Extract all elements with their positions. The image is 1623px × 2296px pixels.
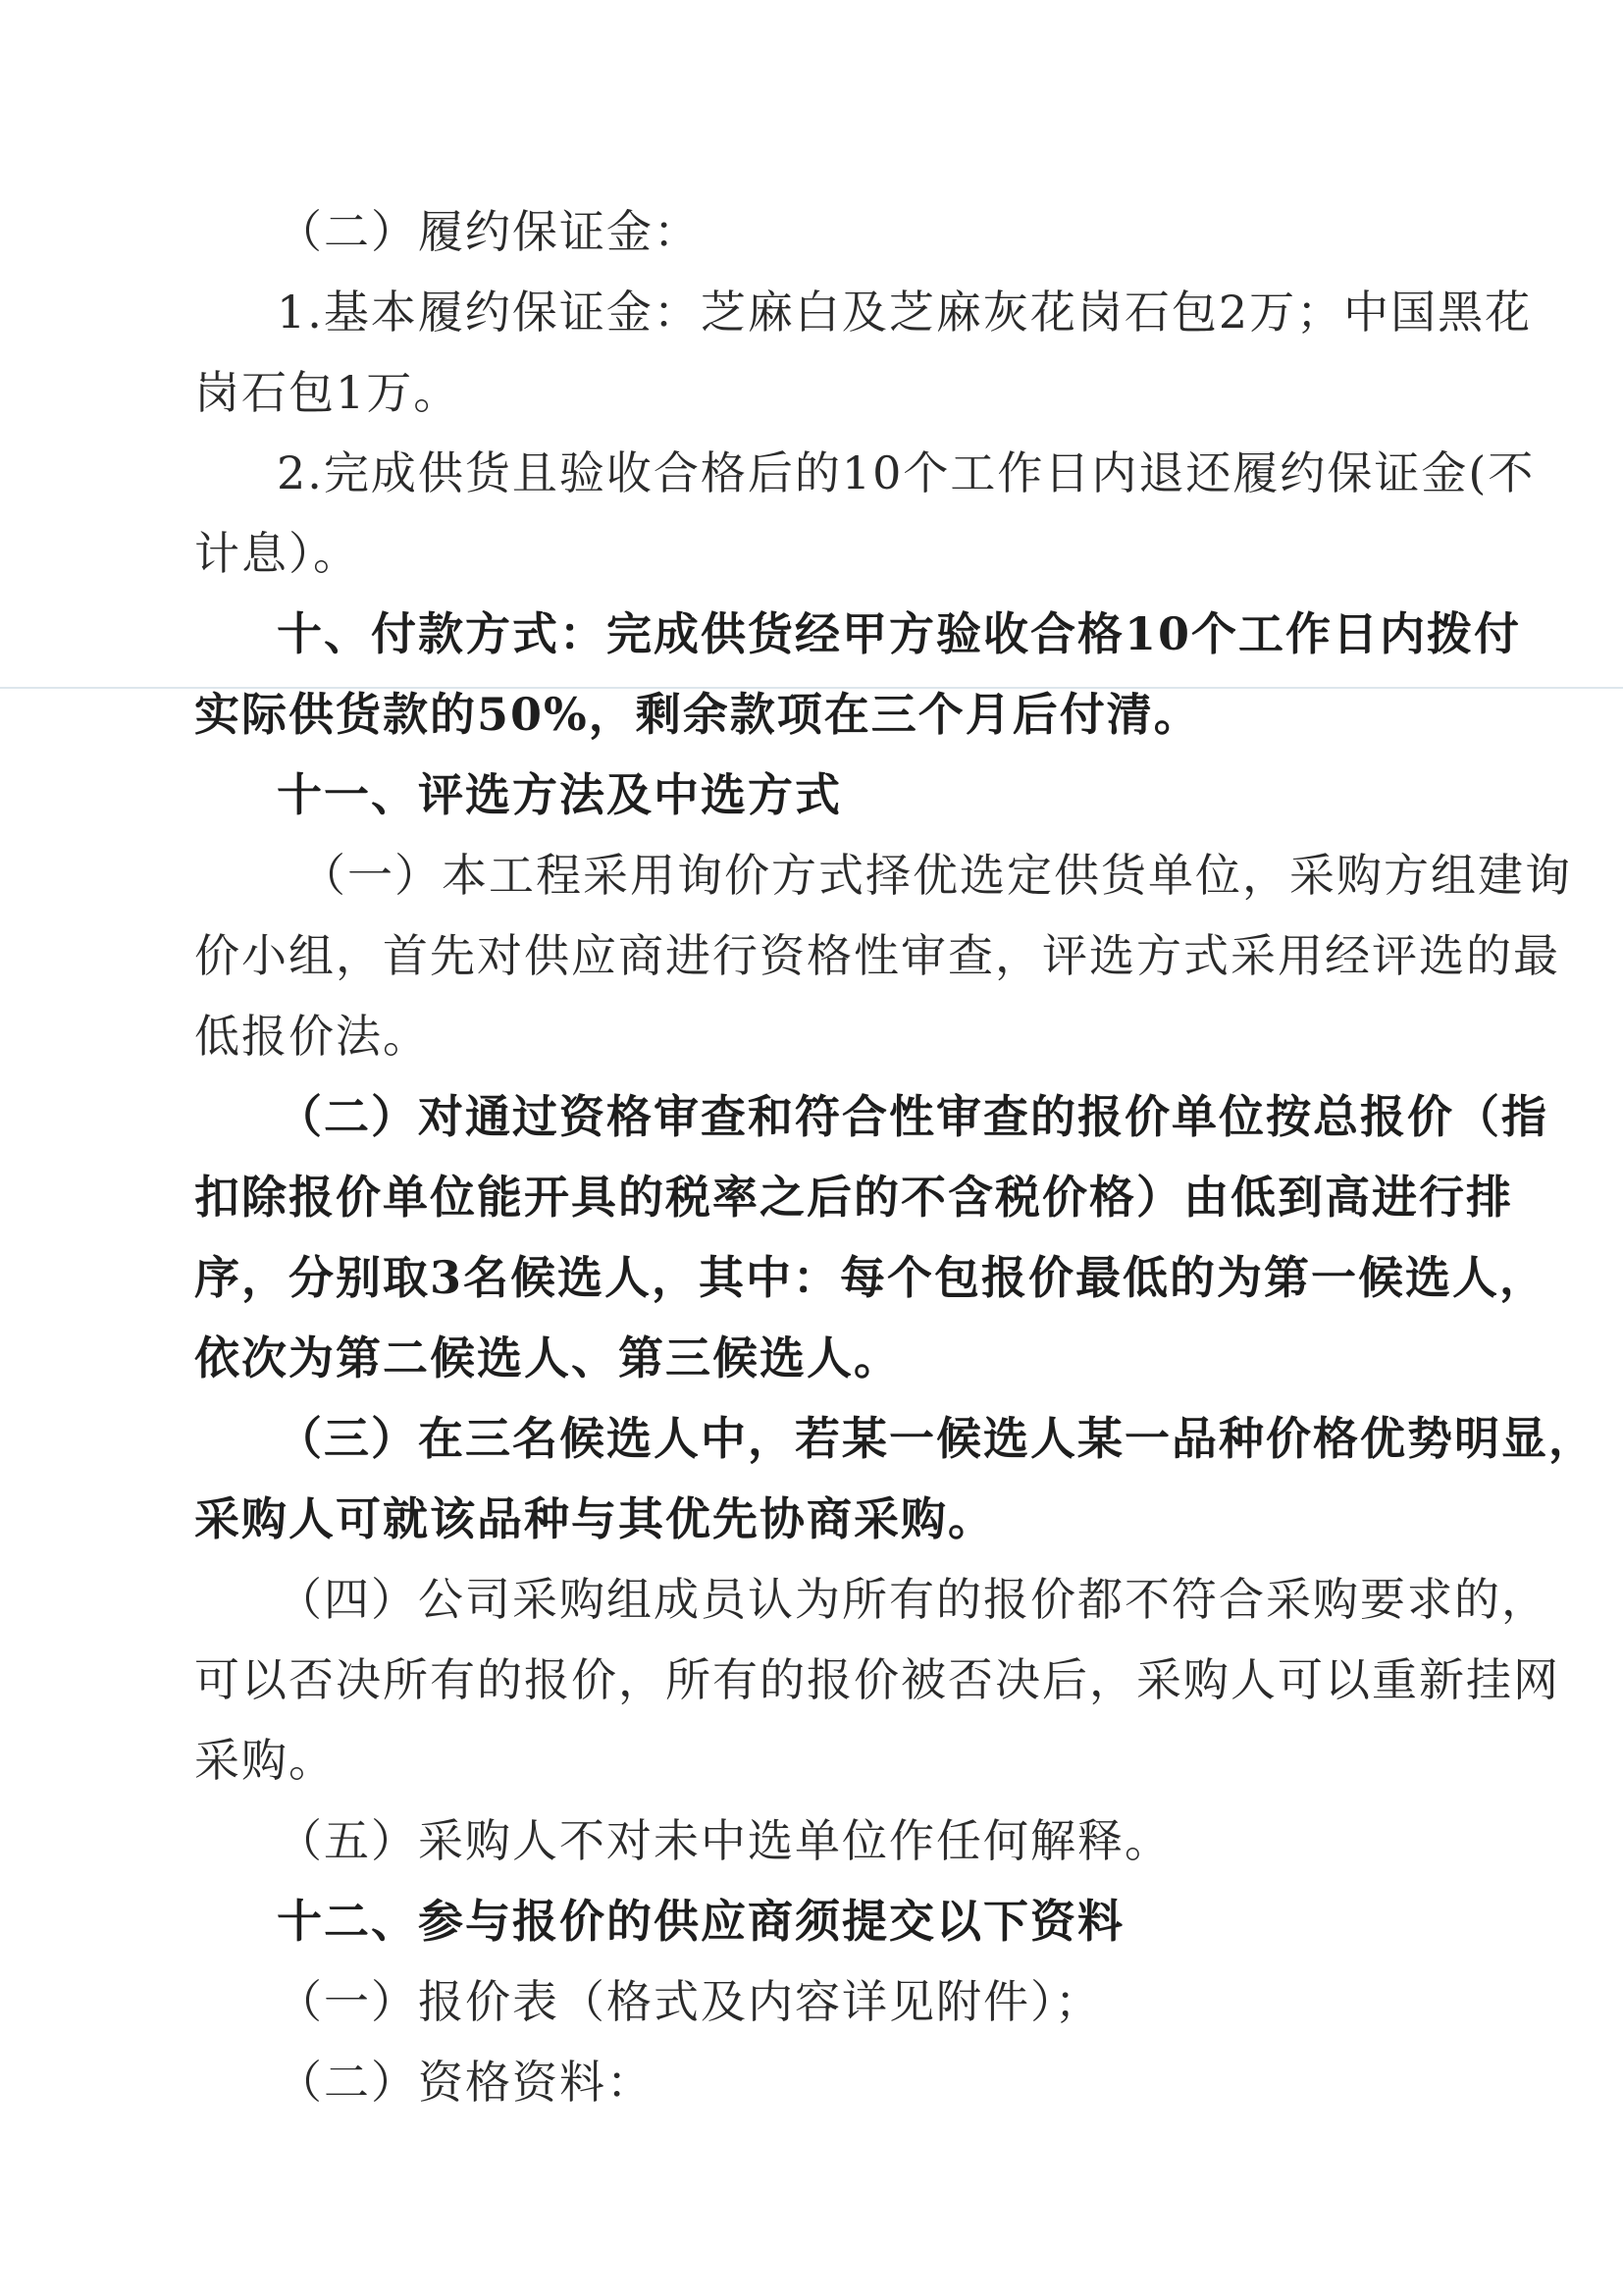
section-payment-heading: 十、付款方式：完成供货经甲方验收合格10个工作日内拨付 [277, 607, 1522, 660]
paragraph-line: 采购人可就该品种与其优先协商采购。 [194, 1492, 995, 1545]
paragraph-line: （二）资格资料： [277, 2056, 654, 2109]
paragraph-line: 采购。 [194, 1734, 336, 1787]
section-documents-heading: 十二、参与报价的供应商须提交以下资料 [277, 1895, 1125, 1948]
paragraph-line: 扣除报价单位能开具的税率之后的不含税价格）由低到高进行排 [194, 1171, 1513, 1224]
paragraph-line: （四）公司采购组成员认为所有的报价都不符合采购要求的， [277, 1573, 1548, 1626]
paragraph-line: （三）在三名候选人中，若某一候选人某一品种价格优势明显， [277, 1412, 1596, 1465]
paragraph-line: 1.基本履约保证金：芝麻白及芝麻灰花岗石包2万；中国黑花 [277, 286, 1533, 339]
paragraph-line: （二）对通过资格审查和符合性审查的报价单位按总报价（指 [277, 1090, 1548, 1143]
paragraph-line: 实际供货款的50%，剩余款项在三个月后付清。 [194, 688, 1201, 741]
paragraph-line: 序，分别取3名候选人，其中：每个包报价最低的为第一候选人， [194, 1251, 1547, 1304]
paragraph-line: 2.完成供货且验收合格后的10个工作日内退还履约保证金(不 [277, 446, 1536, 499]
paragraph-line: 价小组，首先对供应商进行资格性审查，评选方式采用经评选的最 [194, 929, 1560, 982]
paragraph-line: 可以否决所有的报价，所有的报价被否决后，采购人可以重新挂网 [194, 1653, 1560, 1706]
paragraph-line: （一）报价表（格式及内容详见附件）； [277, 1975, 1102, 2028]
paragraph-line: 依次为第二候选人、第三候选人。 [194, 1331, 901, 1384]
paragraph-line: 岗石包1万。 [194, 366, 461, 419]
section-performance-bond-heading: （二）履约保证金： [277, 205, 701, 258]
paragraph-line: 计息）。 [194, 527, 360, 580]
section-evaluation-heading: 十一、评选方法及中选方式 [277, 768, 842, 821]
paragraph-line: 低报价法。 [194, 1010, 430, 1063]
paragraph-line: （一）本工程采用询价方式择优选定供货单位，采购方组建询 [300, 849, 1572, 902]
paragraph-line: （五）采购人不对未中选单位作任何解释。 [277, 1814, 1172, 1867]
